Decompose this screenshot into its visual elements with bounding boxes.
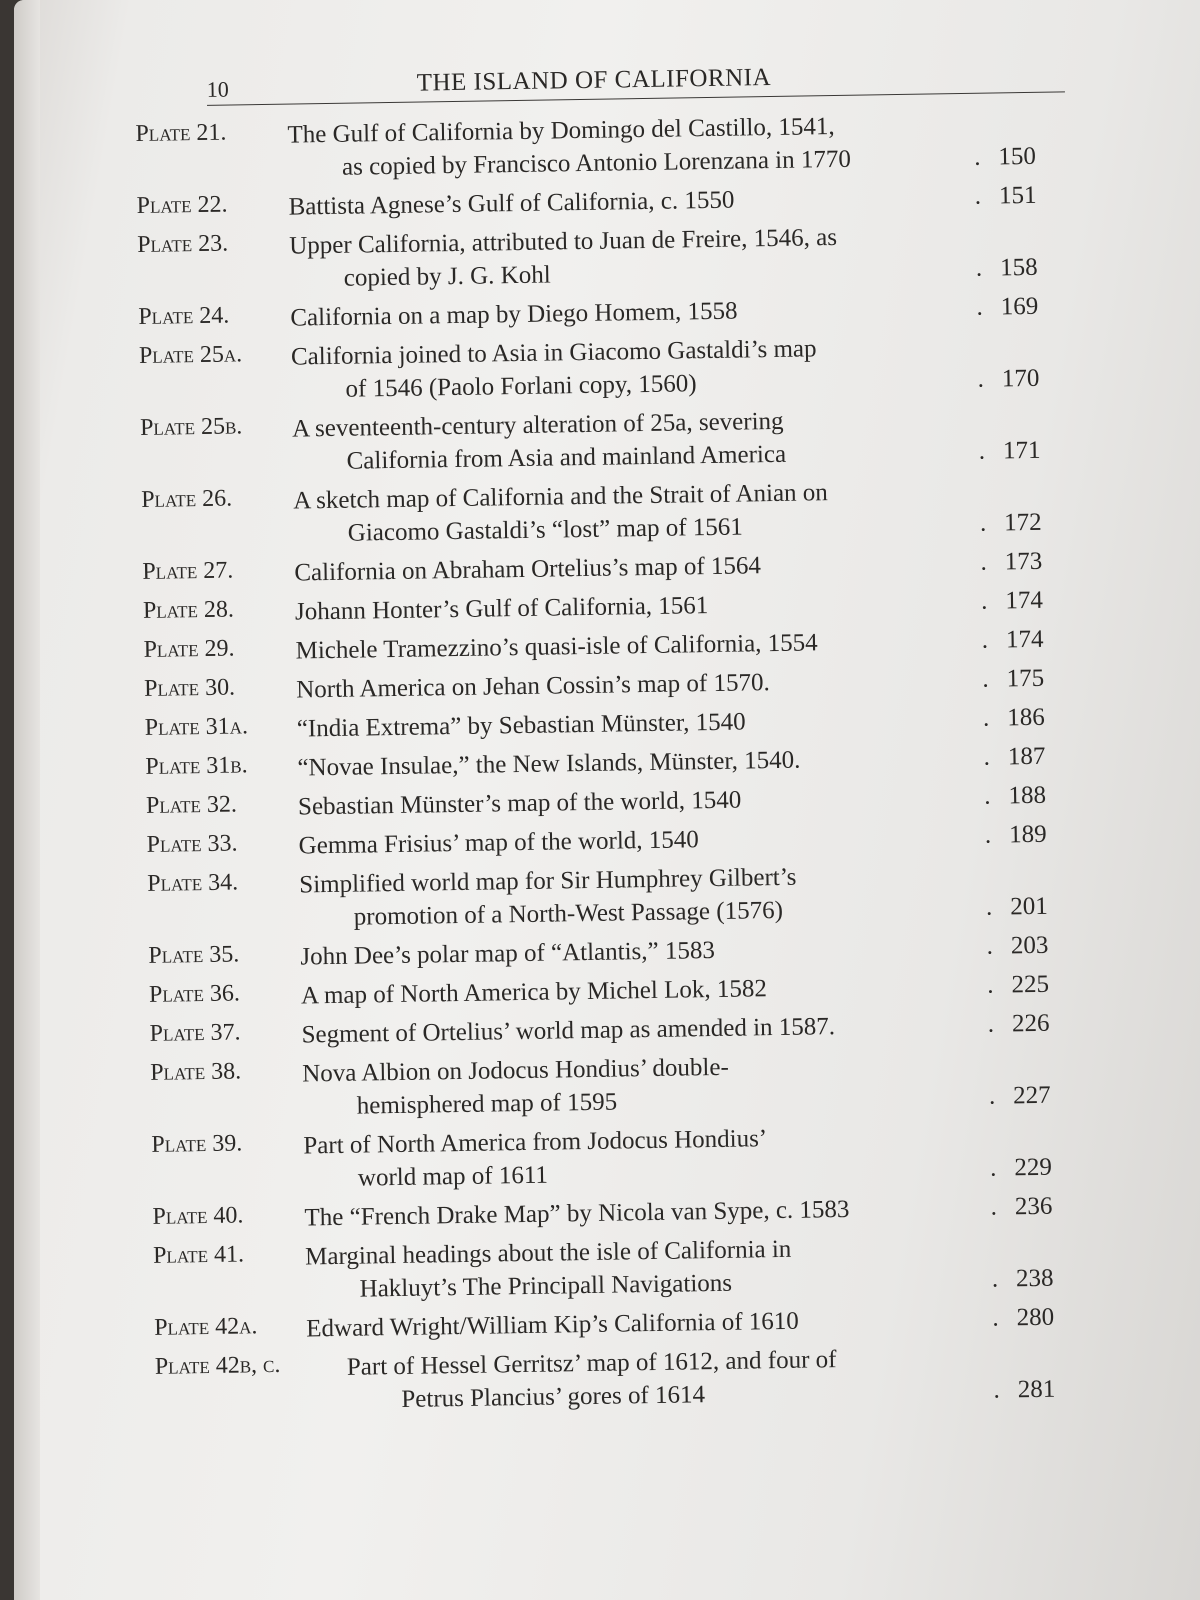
plate-label: Plate 32. xyxy=(145,791,238,819)
plate-page-number: . 171 xyxy=(979,434,1041,468)
plate-description xyxy=(289,220,930,296)
plate-page-number: . 173 xyxy=(980,545,1042,579)
plate-title-line1: Michele Tramezzino’s quasi-isle of California, 1554 xyxy=(295,629,818,665)
plate-page-number: . 227 xyxy=(989,1079,1051,1113)
plate-page-number: . 280 xyxy=(992,1301,1054,1335)
plate-description xyxy=(347,1341,988,1417)
plate-title-line1: Johann Honter’s Gulf of California, 1561 xyxy=(294,592,709,626)
plate-label: Plate 29. xyxy=(143,635,235,663)
plate-description xyxy=(287,109,928,185)
plate-title-line1: John Dee’s polar map of “Atlantis,” 1583 xyxy=(300,936,716,971)
plate-page-number: . 174 xyxy=(982,623,1044,657)
plate-label: Plate 25b. xyxy=(139,413,243,441)
plate-label: Plate 33. xyxy=(146,830,238,858)
plate-page-number: . 169 xyxy=(976,290,1038,324)
plate-page-number: . 151 xyxy=(975,179,1037,213)
book-page xyxy=(14,0,1200,1600)
plate-page-number: . 225 xyxy=(987,968,1049,1002)
plate-title-line2: promotion of a North-West Passage (1576) xyxy=(353,896,784,931)
plate-label: Plate 23. xyxy=(137,230,229,258)
plate-title-line1: Nova Albion on Jodocus Hondius’ double- xyxy=(302,1053,730,1088)
plate-title-line1: California on Abraham Ortelius’s map of 1564 xyxy=(294,552,762,587)
plate-title-line2: as copied by Francisco Antonio Lorenzana in 1770 xyxy=(341,145,852,181)
plate-label: Plate 42b, c. xyxy=(154,1351,281,1380)
plate-page-number: . 186 xyxy=(983,701,1045,735)
plate-title-line1: “Novae Insulae,” the New Islands, Münster, 1540. xyxy=(297,746,801,782)
plate-title-line1: Segment of Ortelius’ world map as amended in 1587. xyxy=(301,1013,836,1049)
plate-label: Plate 28. xyxy=(142,596,235,624)
plate-label: Plate 24. xyxy=(138,302,230,330)
plate-page-number: . 187 xyxy=(983,740,1045,774)
plate-label: Plate 34. xyxy=(147,869,239,897)
plate-title-line2: Petrus Plancius’ gores of 1614 xyxy=(401,1381,706,1413)
plate-label: Plate 41. xyxy=(152,1241,245,1269)
plate-title-line1: The “French Drake Map” by Nicola van Sype, c. 1583 xyxy=(304,1195,850,1232)
plate-title-line1: Marginal headings about the isle of California in xyxy=(304,1235,792,1271)
plate-label: Plate 25a. xyxy=(138,341,243,369)
plate-title-line2: Hakluyt’s The Principall Navigations xyxy=(359,1269,733,1303)
plate-page-number: . 158 xyxy=(976,251,1038,285)
plate-label: Plate 22. xyxy=(136,191,228,219)
plate-title-line2: of 1546 (Paolo Forlani copy, 1560) xyxy=(345,370,697,403)
plate-description xyxy=(292,403,933,479)
plate-title-line1: A seventeenth-century alteration of 25a, severing xyxy=(291,407,784,443)
page-number: 10 xyxy=(206,76,229,102)
list-of-plates xyxy=(135,106,1085,1425)
plate-title-line1: Sebastian Münster’s map of the world, 1540 xyxy=(297,786,742,821)
plate-title-line1: Gemma Frisius’ map of the world, 1540 xyxy=(298,826,700,860)
plate-label: Plate 39. xyxy=(151,1130,243,1158)
plate-page-number: . 170 xyxy=(977,362,1039,396)
plate-page-number: . 172 xyxy=(980,506,1042,540)
plate-description xyxy=(302,1047,943,1123)
plate-page-number: . 189 xyxy=(985,818,1047,852)
plate-title-line1: Edward Wright/William Kip’s California of 1610 xyxy=(306,1307,799,1343)
plate-description xyxy=(303,1119,944,1195)
plate-label: Plate 30. xyxy=(143,674,236,702)
plate-description xyxy=(291,331,932,407)
plate-title-line2: Giacomo Gastaldi’s “lost” map of 1561 xyxy=(347,513,743,547)
plate-page-number: . 150 xyxy=(974,140,1036,174)
plate-page-number: . 203 xyxy=(986,929,1048,963)
plate-title-line1: Part of Hessel Gerritsz’ map of 1612, and four of xyxy=(346,1346,837,1381)
plate-title-line1: A map of North America by Michel Lok, 1582 xyxy=(300,975,768,1010)
plate-label: Plate 31b. xyxy=(145,752,248,780)
plate-page-number: . 229 xyxy=(990,1151,1052,1185)
plate-title-line2: hemisphered map of 1595 xyxy=(356,1088,618,1120)
page-edge xyxy=(14,0,40,1600)
plate-title-line1: Battista Agnese’s Gulf of California, c. 1550 xyxy=(288,186,735,221)
plate-page-number: . 281 xyxy=(993,1373,1055,1407)
plate-page-number: . 226 xyxy=(988,1007,1050,1041)
plate-title-line1: Upper California, attributed to Juan de Freire, 1546, as xyxy=(289,223,838,260)
running-head: THE ISLAND OF CALIFORNIA xyxy=(416,64,772,97)
plate-label: Plate 27. xyxy=(142,557,234,585)
plate-description xyxy=(293,475,934,551)
plate-title-line1: A sketch map of California and the Strait of Anian on xyxy=(293,479,829,515)
plate-page-number: . 236 xyxy=(990,1190,1052,1224)
plate-title-line2: world map of 1611 xyxy=(357,1161,549,1192)
plate-label: Plate 37. xyxy=(149,1019,241,1047)
plate-description xyxy=(305,1230,946,1306)
plate-page-number: . 201 xyxy=(986,890,1048,924)
plate-title-line1: California on a map by Diego Homem, 1558 xyxy=(290,297,738,332)
page-header xyxy=(206,25,1065,105)
plate-title-line1: Simplified world map for Sir Humphrey Gilbert’s xyxy=(299,863,797,899)
plate-label: Plate 26. xyxy=(141,485,233,513)
page-content xyxy=(134,25,1086,1425)
plate-page-number: . 174 xyxy=(981,584,1043,618)
plate-page-number: . 238 xyxy=(992,1262,1054,1296)
plate-title-line1: “India Extrema” by Sebastian Münster, 1540 xyxy=(296,708,746,743)
plate-label: Plate 35. xyxy=(148,941,240,969)
plate-label: Plate 21. xyxy=(135,119,227,147)
plate-title-line2: California from Asia and mainland America xyxy=(346,440,787,475)
plate-page-number: . 175 xyxy=(982,662,1044,696)
plate-title-line1: Part of North America from Jodocus Hondius’ xyxy=(303,1125,768,1160)
plate-title-line1: The Gulf of California by Domingo del Castillo, 1541, xyxy=(287,113,835,149)
plate-title-line1: California joined to Asia in Giacomo Gastaldi’s map xyxy=(290,335,817,371)
plate-label: Plate 40. xyxy=(152,1202,244,1230)
plate-label: Plate 31a. xyxy=(144,713,249,741)
plate-description xyxy=(299,858,940,934)
plate-label: Plate 38. xyxy=(150,1058,242,1086)
plate-label: Plate 36. xyxy=(148,980,241,1008)
plate-title-line2: copied by J. G. Kohl xyxy=(343,261,551,292)
plate-label: Plate 42a. xyxy=(154,1313,258,1341)
plate-title-line1: North America on Jehan Cossin’s map of 1570. xyxy=(296,669,770,704)
plate-page-number: . 188 xyxy=(984,779,1046,813)
